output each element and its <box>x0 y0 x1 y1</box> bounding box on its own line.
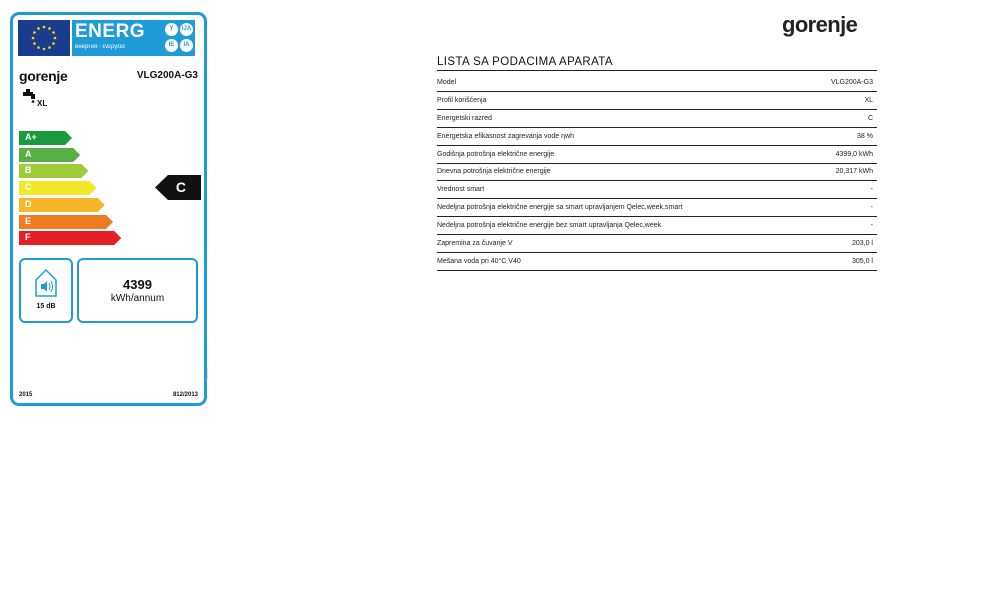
label-year: 2015 <box>19 392 33 398</box>
flag-star <box>54 37 57 40</box>
table-row <box>437 182 877 199</box>
table-row <box>437 93 877 110</box>
row-label: Godišnja potrošnja električne energije <box>437 150 555 158</box>
data-table <box>437 75 877 272</box>
flag-star <box>33 31 36 34</box>
table-row <box>437 147 877 164</box>
row-label: Mešana voda pri 40°C V40 <box>437 257 521 265</box>
flag-star <box>43 48 46 51</box>
annual-energy-unit: kWh/annum <box>110 293 165 304</box>
row-value: - <box>870 222 873 230</box>
row-value: 4399,0 kWh <box>835 150 873 158</box>
table-row <box>437 129 877 146</box>
row-label: Model <box>437 79 457 86</box>
energy-label <box>10 12 207 406</box>
efficiency-class-letter: E <box>25 215 32 226</box>
table-row <box>437 236 877 253</box>
row-label: Profil korišćenja <box>437 96 487 104</box>
row-value: C <box>867 114 873 122</box>
table-row <box>437 164 877 181</box>
efficiency-class-letter: D <box>25 198 32 209</box>
row-value: 38 % <box>857 132 873 140</box>
efficiency-class-bar <box>19 181 97 195</box>
label-side-text: Paper-stc <box>205 367 209 380</box>
row-value: 20,317 kWh <box>835 168 873 176</box>
row-label: Zapremina za čuvanje V <box>437 240 513 248</box>
flag-star <box>52 42 55 45</box>
annual-energy-box <box>77 258 198 323</box>
flag-star <box>33 42 36 45</box>
regulation-number: 812/2013 <box>172 392 198 398</box>
efficiency-class-letter: B <box>25 165 32 176</box>
flag-star <box>52 31 55 34</box>
energy-banner <box>72 20 195 56</box>
row-label: Nedeljna potrošnja električne energije sa smart upravljanjem Qelec,week,smart <box>437 204 683 212</box>
flag-star <box>37 27 40 30</box>
row-value: VLG200A-G3 <box>830 79 873 86</box>
row-label: Vrednost smart <box>437 186 485 194</box>
efficiency-class-bar <box>19 198 105 212</box>
lang-code-badge: IE <box>165 39 178 52</box>
flag-star <box>32 37 35 40</box>
efficiency-class-bar <box>19 164 88 178</box>
flag-star <box>48 46 51 49</box>
eu-flag-icon <box>18 20 70 56</box>
energ-word: ENERG <box>75 21 146 42</box>
efficiency-class-bar <box>19 131 72 145</box>
efficiency-class-bar <box>19 148 80 162</box>
table-row <box>437 111 877 128</box>
row-value: XL <box>864 96 873 104</box>
sound-power-value: 15 dB <box>36 303 56 310</box>
rating-class: C <box>175 179 186 195</box>
load-profile: XL <box>37 99 48 108</box>
sheet-title: LISTA SA PODACIMA APARATA <box>437 56 613 68</box>
label-model: VLG200A-G3 <box>136 70 198 81</box>
row-value: - <box>870 186 873 194</box>
row-label: Energetski razred <box>437 114 492 122</box>
lang-code-badge: IJA <box>180 23 193 36</box>
efficiency-class-bar <box>19 215 113 229</box>
label-header <box>18 20 195 56</box>
efficiency-class-letter: F <box>25 232 31 243</box>
row-label: Dnevna potrošnja električne energije <box>437 168 551 176</box>
row-value: 305,0 l <box>851 257 873 265</box>
title-divider <box>437 70 877 71</box>
lang-code-badge: Y <box>165 23 178 36</box>
annual-energy-value: 4399 <box>123 277 152 292</box>
table-row <box>437 254 877 271</box>
label-brand: gorenje <box>19 68 68 84</box>
brand-logo: gorenje <box>782 12 858 37</box>
row-label: Nedeljna potrošnja električne energije bez smart upravljanja Qelec,week <box>437 222 662 230</box>
table-row <box>437 200 877 217</box>
efficiency-class-letter: C <box>25 182 32 193</box>
flag-star <box>43 26 46 29</box>
row-value: 203,0 l <box>851 240 873 248</box>
lang-code-badge: IA <box>180 39 193 52</box>
table-row <box>437 218 877 235</box>
flag-star <box>48 27 51 30</box>
energ-subtitle: енергия · ενεργεια <box>75 44 125 50</box>
row-value: - <box>870 204 873 212</box>
row-label: Energetska efikasnost zagrevanja vode ηwh <box>437 132 574 140</box>
sound-icon <box>33 266 59 298</box>
efficiency-class-bar <box>19 231 121 245</box>
sound-power-box <box>19 258 73 323</box>
efficiency-class-letter: A <box>25 148 32 159</box>
efficiency-class-letter: A+ <box>25 132 37 142</box>
table-row <box>437 75 877 92</box>
flag-star <box>37 46 40 49</box>
